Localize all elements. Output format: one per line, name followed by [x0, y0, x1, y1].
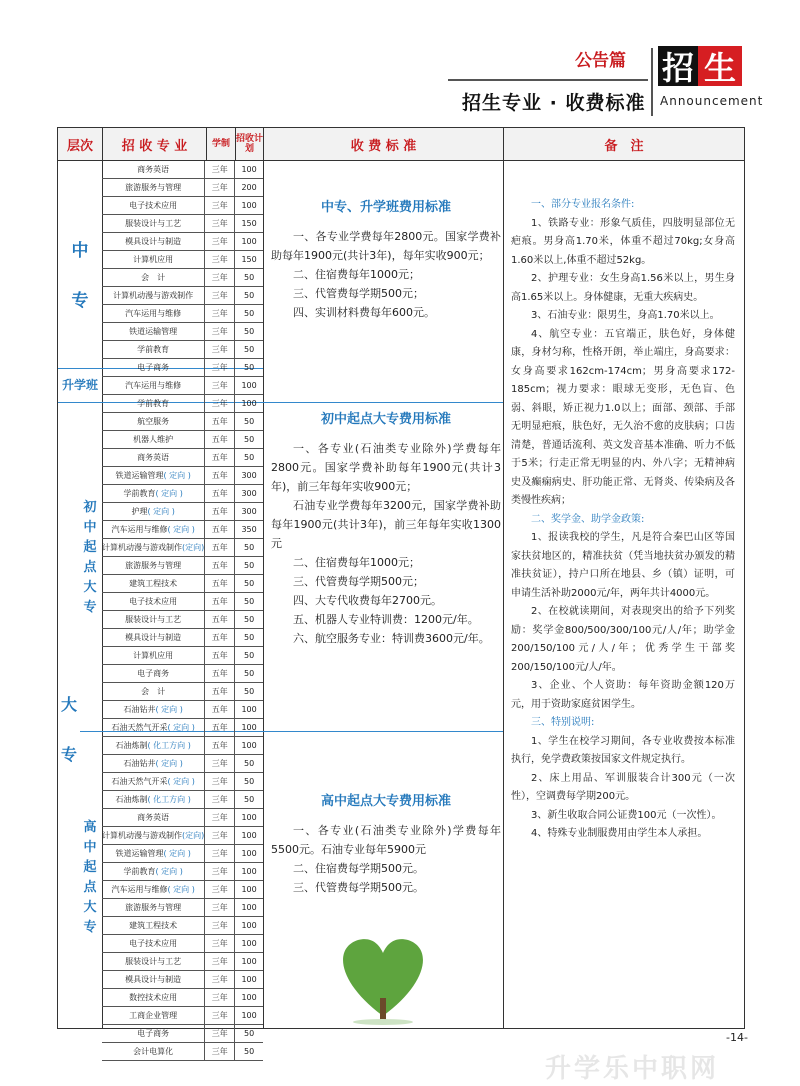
major-name: 模具设计与制造: [102, 629, 205, 646]
table-row: [102, 1025, 263, 1043]
table-row: [102, 1007, 263, 1025]
note-line: 2、在校就读期间，对表现突出的给予下列奖励：奖学金800/500/300/100元/人/年；助学金200/150/100元/人/年；优秀学生干部奖200/150/100元/人/年。: [511, 606, 735, 673]
major-name: 建筑工程技术: [102, 917, 205, 934]
level-gaozhong: 高中起点大专: [83, 820, 97, 935]
plan-count: 50: [243, 1047, 255, 1056]
major-name: 电子技术应用: [102, 593, 205, 610]
table-row: [102, 845, 263, 863]
plan-count: 100: [241, 237, 257, 246]
major-name: 石油钻井( 定向 ): [102, 755, 205, 772]
plan-count: 100: [241, 903, 257, 912]
duration: 三年: [205, 251, 235, 268]
fee-title: 中专、升学班费用标准: [320, 200, 451, 215]
duration: 三年: [205, 215, 235, 232]
plan-count: 100: [241, 993, 257, 1002]
duration: 三年: [205, 881, 235, 898]
major-name: 服装设计与工艺: [102, 611, 205, 628]
major-name: 数控技术应用: [102, 989, 205, 1006]
major-name: 石油钻井( 定向 ): [102, 701, 205, 718]
level-shengxue: 升学班: [61, 377, 98, 392]
plan-count: 100: [241, 741, 257, 750]
duration: 五年: [205, 593, 235, 610]
plan-count: 100: [241, 813, 257, 822]
major-name: 石油炼制( 化工方向 ): [102, 737, 205, 754]
duration: 三年: [205, 773, 235, 790]
col-duration: 学制: [207, 128, 236, 160]
duration: 三年: [205, 989, 235, 1006]
major-name: 商务英语: [102, 161, 205, 178]
plan-count: 50: [243, 795, 255, 804]
fee-block-zhongzhuan: [271, 198, 501, 322]
plan-count: 50: [243, 273, 255, 282]
plan-count: 150: [241, 219, 257, 228]
fee-line: 二、住宿费每年1000元；: [293, 268, 420, 281]
table-row: [102, 971, 263, 989]
duration: 五年: [205, 449, 235, 466]
duration: 五年: [205, 413, 235, 430]
major-name: 铁道运输管理( 定向 ): [102, 467, 205, 484]
table-row: [102, 683, 263, 701]
major-name: 汽车运用与维修: [102, 305, 205, 322]
plan-count: 200: [241, 183, 257, 192]
duration: 三年: [205, 809, 235, 826]
major-name: 旅游服务与管理: [102, 899, 205, 916]
table-row: [102, 539, 263, 557]
plan-count: 50: [243, 363, 255, 372]
table-row: [102, 521, 263, 539]
fee-line: 三、代管费每学期500元。: [293, 881, 424, 894]
fee-line: 二、住宿费每学期500元。: [293, 862, 424, 875]
duration: 五年: [205, 719, 235, 736]
table-row: [102, 395, 263, 413]
fee-line: 三、代管费每学期500元；: [293, 287, 424, 300]
table-row: [102, 791, 263, 809]
fee-line: 三、代管费每学期500元；: [293, 575, 424, 588]
note-line: 2、床上用品、军训服装合计300元（一次性），空调费每学期200元。: [511, 772, 735, 802]
duration: 三年: [205, 899, 235, 916]
plan-count: 100: [241, 939, 257, 948]
level-zhuan2: 专: [60, 744, 77, 764]
duration: 五年: [205, 557, 235, 574]
table-row: [102, 575, 263, 593]
duration: 三年: [205, 917, 235, 934]
major-name: 石油炼制( 化工方向 ): [102, 791, 205, 808]
table-row: [102, 899, 263, 917]
table-row: [102, 935, 263, 953]
duration: 三年: [205, 791, 235, 808]
fee-title: 高中起点大专费用标准: [320, 794, 451, 809]
table-row: [102, 629, 263, 647]
logo-subtitle: Announcement: [660, 94, 764, 108]
duration: 三年: [205, 377, 235, 394]
fee-line: 二、住宿费每年1000元；: [293, 556, 420, 569]
major-name: 铁道运输管理: [102, 323, 205, 340]
note-line: 3、企业、个人资助：每年资助金额120万元，用于资助家庭贫困学生。: [511, 680, 735, 710]
fee-line: 一、各专业(石油类专业除外)学费每年2800元。国家学费补助每年1900元(共计3年)，前三年每年实收900元；: [271, 442, 501, 493]
plan-count: 50: [243, 687, 255, 696]
major-name: 会 计: [102, 269, 205, 286]
major-name: 工商企业管理: [102, 1007, 205, 1024]
plan-count: 100: [241, 957, 257, 966]
table-row: [102, 701, 263, 719]
fee-block-gaozhong: [271, 792, 501, 897]
plan-count: 50: [243, 651, 255, 660]
watermark: 升学乐中职网: [545, 1054, 720, 1084]
table-row: [102, 413, 263, 431]
plan-count: 50: [243, 291, 255, 300]
major-name: 建筑工程技术: [102, 575, 205, 592]
plan-count: 50: [243, 561, 255, 570]
plan-count: 50: [243, 435, 255, 444]
major-name: 航空服务: [102, 413, 205, 430]
header-divider: [651, 48, 653, 116]
fee-line: 一、各专业学费每年2800元。国家学费补助每年1900元(共计3年)，每年实收900元；: [271, 230, 501, 262]
table-row: [102, 503, 263, 521]
plan-count: 100: [241, 867, 257, 876]
note-line: 4、特殊专业制服费用由学生本人承担。: [531, 828, 708, 839]
duration: 五年: [205, 467, 235, 484]
major-name: 计算机动漫与游戏制作(定向): [102, 539, 205, 556]
table-row: [102, 431, 263, 449]
plan-count: 50: [243, 633, 255, 642]
note-line: 一、部分专业报名条件:: [531, 199, 635, 210]
page-title: 招生专业 · 收费标准: [462, 92, 646, 114]
major-name: 铁道运输管理( 定向 ): [102, 845, 205, 862]
major-name: 模具设计与制造: [102, 971, 205, 988]
table-row: [102, 323, 263, 341]
duration: 五年: [205, 665, 235, 682]
note-line: 3、新生收取合同公证费100元（一次性）。: [531, 809, 722, 821]
header-line: [448, 79, 648, 81]
divider: [503, 160, 504, 1028]
table-row: [102, 881, 263, 899]
plan-count: 50: [243, 597, 255, 606]
duration: 三年: [205, 359, 235, 376]
duration: 三年: [205, 269, 235, 286]
duration: 五年: [205, 575, 235, 592]
major-name: 计算机动漫与游戏制作(定向): [102, 827, 205, 844]
major-name: 护理( 定向 ): [102, 503, 205, 520]
plan-count: 50: [243, 579, 255, 588]
duration: 五年: [205, 539, 235, 556]
table-row: [102, 161, 263, 179]
major-name: 电子商务: [102, 1025, 205, 1042]
major-name: 服装设计与工艺: [102, 953, 205, 970]
note-line: 3、石油专业：限男生，身高1.70米以上。: [531, 310, 720, 321]
duration: 三年: [205, 233, 235, 250]
major-name: 商务英语: [102, 809, 205, 826]
plan-count: 100: [241, 975, 257, 984]
major-name: 学前教育: [102, 395, 205, 412]
major-name: 服装设计与工艺: [102, 215, 205, 232]
table-row: [102, 305, 263, 323]
major-name: 旅游服务与管理: [102, 179, 205, 196]
table-row: [102, 197, 263, 215]
note-line: 2、护理专业：女生身高1.56米以上，男生身高1.65米以上。身体健康，无重大疾病史。: [511, 273, 735, 303]
duration: 三年: [205, 845, 235, 862]
plan-count: 50: [243, 309, 255, 318]
col-plan: 招收计划: [236, 128, 264, 160]
major-name: 会计电算化: [102, 1043, 205, 1060]
major-name: 汽车运用与维修( 定向 ): [102, 881, 205, 898]
major-name: 计算机动漫与游戏制作: [102, 287, 205, 304]
table-row: [102, 251, 263, 269]
plan-count: 100: [241, 1011, 257, 1020]
plan-count: 50: [243, 345, 255, 354]
level-chuzhong: 初中起点大专: [83, 500, 97, 615]
table-row: [102, 287, 263, 305]
major-name: 石油天然气开采( 定向 ): [102, 719, 205, 736]
major-name: 石油天然气开采( 定向 ): [102, 773, 205, 790]
duration: 五年: [205, 485, 235, 502]
duration: 五年: [205, 431, 235, 448]
major-name: 电子技术应用: [102, 935, 205, 952]
plan-count: 50: [243, 453, 255, 462]
duration: 五年: [205, 737, 235, 754]
plan-count: 300: [241, 489, 257, 498]
plan-count: 50: [243, 615, 255, 624]
major-list: [102, 161, 263, 1061]
note-line: 1、铁路专业：形象气质佳，四肢明显部位无疤痕。男身高1.70米，体重不超过70kg;女身高1.60米以上,体重不超过52kg。: [511, 217, 735, 266]
col-fee: 收 费 标 准: [264, 128, 504, 160]
duration: 五年: [205, 701, 235, 718]
table-row: [102, 665, 263, 683]
header-tag: 公告篇: [575, 51, 626, 71]
plan-count: 100: [241, 201, 257, 210]
logo: [658, 46, 742, 86]
duration: 三年: [205, 395, 235, 412]
table-row: [102, 449, 263, 467]
table-row: [102, 611, 263, 629]
table-row: [102, 467, 263, 485]
divider: [263, 160, 264, 1028]
duration: 五年: [205, 647, 235, 664]
note-line: 1、学生在校学习期间，各专业收费按本标准执行，免学费政策按国家文件规定执行。: [511, 735, 735, 765]
plan-count: 100: [241, 885, 257, 894]
logo-char-1: 招: [658, 46, 698, 86]
heart-tree-illustration: [328, 928, 438, 1028]
major-name: 模具设计与制造: [102, 233, 205, 250]
table-row: [102, 773, 263, 791]
duration: 三年: [205, 827, 235, 844]
col-major: 招 收 专 业: [103, 128, 207, 160]
table-header: [58, 128, 744, 161]
duration: 三年: [205, 935, 235, 952]
duration: 三年: [205, 971, 235, 988]
major-name: 学前教育( 定向 ): [102, 863, 205, 880]
duration: 三年: [205, 287, 235, 304]
duration: 三年: [205, 161, 235, 178]
duration: 三年: [205, 179, 235, 196]
col-note: 备 注: [604, 138, 644, 154]
major-name: 电子技术应用: [102, 197, 205, 214]
plan-count: 100: [241, 381, 257, 390]
table-row: [102, 485, 263, 503]
note-line: 二、奖学金、助学金政策:: [531, 513, 645, 525]
plan-count: 100: [241, 831, 257, 840]
plan-count: 150: [241, 255, 257, 264]
fee-line: 四、大专代收费每年2700元。: [293, 594, 442, 607]
plan-count: 50: [243, 327, 255, 336]
table-row: [102, 233, 263, 251]
duration: 三年: [205, 953, 235, 970]
table-row: [102, 989, 263, 1007]
table-row: [102, 1043, 263, 1061]
duration: 三年: [205, 341, 235, 358]
major-name: 学前教育: [102, 341, 205, 358]
plan-count: 100: [241, 165, 257, 174]
table-row: [102, 593, 263, 611]
note-line: 三、特别说明:: [531, 717, 595, 728]
duration: 五年: [205, 629, 235, 646]
page-number: -14-: [726, 1031, 748, 1044]
table-row: [102, 863, 263, 881]
major-name: 学前教育( 定向 ): [102, 485, 205, 502]
plan-count: 100: [241, 921, 257, 930]
major-name: 电子商务: [102, 359, 205, 376]
plan-count: 100: [241, 849, 257, 858]
fee-line: 四、实训材料费每年600元。: [293, 306, 435, 319]
table-row: [102, 359, 263, 377]
plan-count: 300: [241, 471, 257, 480]
table-row: [102, 809, 263, 827]
fee-line: 六、航空服务专业：特训费3600元/年。: [293, 632, 490, 645]
duration: 三年: [205, 863, 235, 880]
major-name: 汽车运用与维修( 定向 ): [102, 521, 205, 538]
duration: 三年: [205, 323, 235, 340]
fee-line: 一、各专业(石油类专业除外)学费每年5500元。石油专业每年5900元: [271, 824, 501, 856]
duration: 三年: [205, 197, 235, 214]
fee-title: 初中起点大专费用标准: [320, 412, 451, 427]
logo-char-2: 生: [698, 46, 742, 86]
plan-count: 50: [243, 669, 255, 678]
table-row: [102, 953, 263, 971]
table-row: [102, 377, 263, 395]
duration: 五年: [205, 521, 235, 538]
major-name: 商务英语: [102, 449, 205, 466]
fee-line: 五、机器人专业特训费：1200元/年。: [293, 613, 479, 626]
table-row: [102, 917, 263, 935]
note-line: 1、报读我校的学生，凡是符合秦巴山区等国家扶贫地区的，精准扶贫（凭当地扶贫办颁发的精准扶贫证），持户口所在地县、乡（镇）证明，可申请生活补助2000元/年，两年共计4000元。: [511, 532, 735, 599]
level-da: 大: [60, 694, 77, 714]
duration: 五年: [205, 503, 235, 520]
table-row: [102, 179, 263, 197]
plan-count: 100: [241, 399, 257, 408]
table-row: [102, 737, 263, 755]
table-row: [102, 719, 263, 737]
major-name: 机器人维护: [102, 431, 205, 448]
plan-count: 100: [241, 705, 257, 714]
major-name: 会 计: [102, 683, 205, 700]
fee-line: 石油专业学费每年3200元，国家学费补助每年1900元(共计3年)，前三年每年实收1300元: [271, 499, 501, 550]
duration: 三年: [205, 305, 235, 322]
plan-count: 50: [243, 543, 255, 552]
plan-count: 350: [241, 525, 257, 534]
table-row: [102, 755, 263, 773]
col-level: 层次: [58, 128, 103, 160]
duration: 五年: [205, 683, 235, 700]
note-line: 4、航空专业：五官端正，肤色好，身体健康，身材匀称，性格开朗，举止端庄，身高要求：女身高要求162cm-174cm；男身高要求172-185cm；视力要求：眼球无变形，无色盲、色弱、斜眼，矫正视力1.0以上；面部、颈部、手部无明显疤痕，肤色好，无久治不愈的皮肤病；口齿清楚，普通话流利、英文发音基本准确、听力不低于5米；行走正常无明显的内、外八字；无精神病史及癫痫病史、肝功能正常、无肾炎、传染病及各类慢性疾病；: [511, 328, 735, 506]
plan-count: 50: [243, 777, 255, 786]
duration: 五年: [205, 611, 235, 628]
major-name: 汽车运用与维修: [102, 377, 205, 394]
notes-block: [511, 196, 735, 844]
plan-count: 100: [241, 723, 257, 732]
level-zhuan: 专: [71, 290, 89, 311]
duration: 三年: [205, 755, 235, 772]
level-zhong: 中: [71, 240, 89, 261]
table-row: [102, 557, 263, 575]
table-row: [102, 215, 263, 233]
plan-count: 50: [243, 417, 255, 426]
duration: 三年: [205, 1007, 235, 1024]
major-name: 计算机应用: [102, 647, 205, 664]
fee-block-chuzhong: [271, 410, 501, 648]
plan-count: 50: [243, 759, 255, 768]
table-row: [102, 647, 263, 665]
plan-count: 300: [241, 507, 257, 516]
duration: 三年: [205, 1043, 235, 1060]
plan-count: 50: [243, 1029, 255, 1038]
table-row: [102, 827, 263, 845]
table-row: [102, 269, 263, 287]
major-name: 计算机应用: [102, 251, 205, 268]
major-name: 电子商务: [102, 665, 205, 682]
major-name: 旅游服务与管理: [102, 557, 205, 574]
duration: 三年: [205, 1025, 235, 1042]
table-row: [102, 341, 263, 359]
